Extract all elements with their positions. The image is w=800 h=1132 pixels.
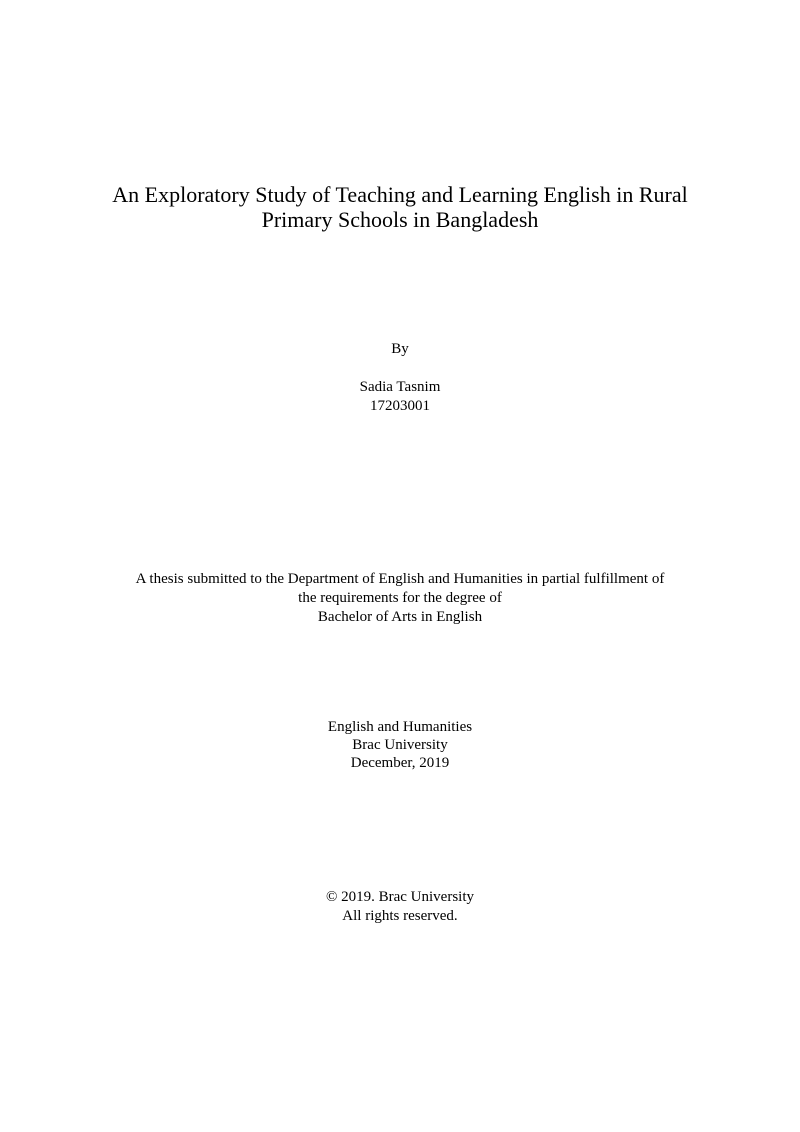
rights-statement: All rights reserved. <box>342 908 458 924</box>
department-name: English and Humanities <box>327 719 473 735</box>
author-name: Sadia Tasnim <box>359 379 441 395</box>
university-name: Brac University <box>352 737 448 753</box>
by-label: By <box>391 341 409 357</box>
submission-date: December, 2019 <box>350 755 450 771</box>
submission-statement-line-1: A thesis submitted to the Department of English and Humanities in partial fulfillment of <box>135 571 665 587</box>
thesis-title-line-1: An Exploratory Study of Teaching and Learning English in Rural <box>112 182 688 207</box>
submission-statement-line-2: the requirements for the degree of <box>298 590 502 606</box>
degree-name: Bachelor of Arts in English <box>317 609 483 625</box>
thesis-title-line-2: Primary Schools in Bangladesh <box>261 207 539 232</box>
copyright-notice: © 2019. Brac University <box>325 889 475 905</box>
student-id: 17203001 <box>370 398 430 414</box>
